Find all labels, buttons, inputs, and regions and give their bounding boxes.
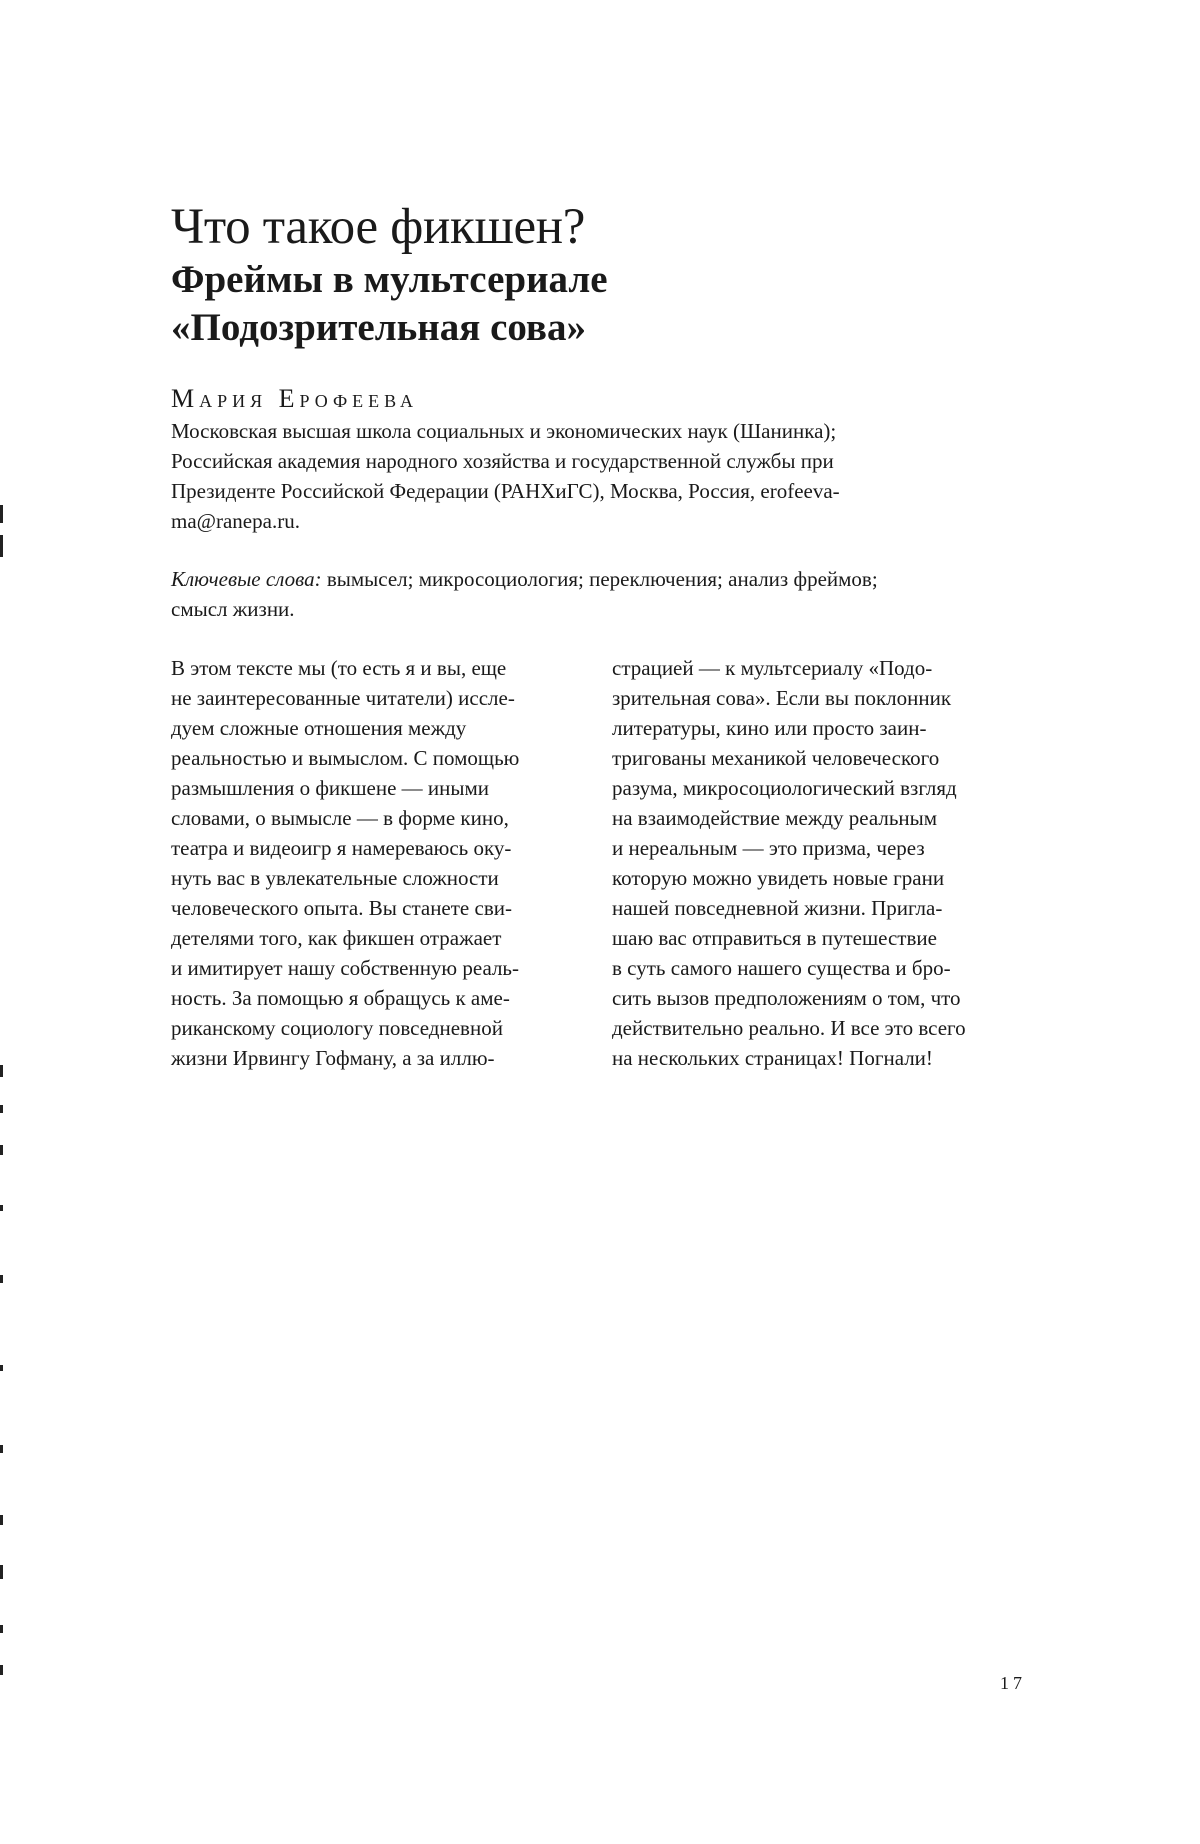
text-line: размышления о фикшене — иными — [171, 776, 490, 800]
page-number: 17 — [1000, 1673, 1026, 1693]
keywords-label: Ключевые слова: — [171, 567, 322, 591]
text-line: шаю вас отправиться в путешествие — [612, 926, 937, 950]
text-line: которую можно увидеть новые грани — [612, 866, 945, 890]
text-line: реальностью и вымыслом. С помощью — [171, 746, 520, 770]
text-line: жизни Ирвингу Гофману, а за иллю- — [171, 1046, 495, 1070]
text-line: не заинтересованные читатели) иссле- — [171, 686, 515, 710]
text-line: зрительная сова». Если вы поклонник — [612, 686, 952, 710]
text-line: страцией — к мультсериалу «Подо- — [612, 656, 933, 680]
text-line: ность. За помощью я обращусь к аме- — [171, 986, 510, 1010]
text-line: человеческого опыта. Вы станете сви- — [171, 896, 512, 920]
article-subtitle-line-1: Фреймы в мультсериале — [171, 258, 608, 301]
text-line: литературы, кино или просто заин- — [612, 716, 927, 740]
keywords-text: вымысел; микросоциология; переключения; анализ фреймов; смысл жизни. — [171, 567, 878, 621]
text-line: действительно реально. И все это всего — [612, 1016, 966, 1040]
article-title: Что такое фикшен? — [171, 199, 586, 255]
text-line: нуть вас в увлекательные сложности — [171, 866, 499, 890]
text-line: разума, микросоциологический взгляд — [612, 776, 957, 800]
text-line: и имитирует нашу собственную реаль- — [171, 956, 520, 980]
text-line: словами, о вымысле — в форме кино, — [171, 806, 509, 830]
text-line: и нереальным — это призма, через — [612, 836, 925, 860]
text-line: детелями того, как фикшен отражает — [171, 926, 502, 950]
text-line: на взаимодействие между реальным — [612, 806, 938, 830]
text-line: в суть самого нашего существа и бро- — [612, 956, 951, 980]
author-name: Мария Ерофеева — [171, 384, 419, 413]
text-line: В этом тексте мы (то есть я и вы, еще — [171, 656, 507, 680]
keywords — [171, 564, 931, 624]
text-line: нашей повседневной жизни. Пригла- — [612, 896, 943, 920]
article-subtitle-line-2: «Подозрительная сова» — [171, 306, 586, 349]
text-line: сить вызов предположениям о том, что — [612, 986, 961, 1010]
text-line: театра и видеоигр я намереваюсь оку- — [171, 836, 512, 860]
article-title-block — [171, 198, 1071, 352]
abstract-left-column — [171, 653, 611, 1073]
text-line: на нескольких страницах! Погнали! — [612, 1046, 933, 1070]
author-affiliation: Московская высшая школа социальных и экономических наук (Шанинка); Российская академия народного хозяйства и государственной службы при Президенте Российской Федерации (РАНХиГС), Москва, Россия, erofeeva-ma@ranepa.ru. — [171, 419, 840, 533]
edge-crop-marks — [0, 505, 4, 1705]
text-line: дуем сложные отношения между — [171, 716, 467, 740]
text-line: риканскому социологу повседневной — [171, 1016, 503, 1040]
abstract-right-column — [612, 653, 1052, 1073]
text-line: тригованы механикой человеческого — [612, 746, 940, 770]
